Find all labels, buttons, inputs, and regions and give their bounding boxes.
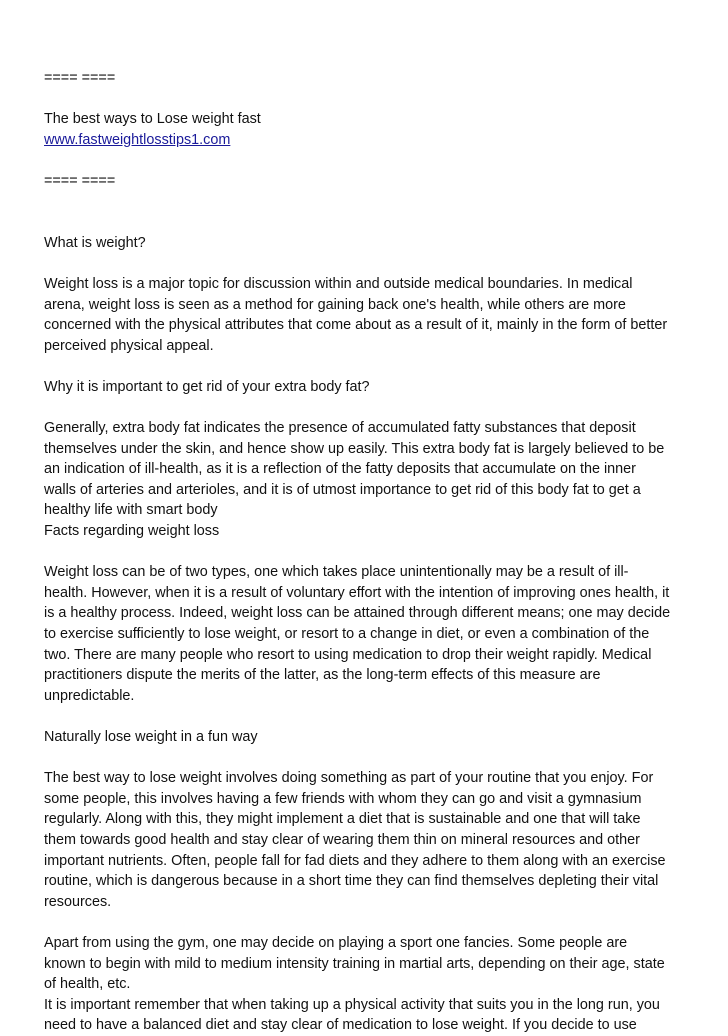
text-line: known to begin with mild to medium intensity training in martial arts, depending on their age, state bbox=[44, 955, 665, 972]
separator-bottom: ==== ==== bbox=[44, 172, 116, 189]
text-line: need to have a balanced diet and stay clear of medication to lose weight. If you decide to use bbox=[44, 1017, 637, 1034]
paragraph-5 bbox=[44, 933, 694, 995]
paragraph-2 bbox=[44, 418, 694, 521]
text-line: resources. bbox=[44, 893, 112, 910]
text-line: walls of arteries and arterioles, and it is of utmost importance to get rid of this body fat to get a bbox=[44, 481, 641, 498]
text-line: is a healthy process. Indeed, weight loss can be attained through different means; one may decide bbox=[44, 605, 671, 622]
text-line: health. However, when it is a result of voluntary effort with the intention of improving ones health, it bbox=[44, 584, 670, 601]
text-line: Weight loss can be of two types, one which takes place unintentionally may be a result of ill- bbox=[44, 564, 629, 581]
text-line: to exercise sufficiently to lose weight, or resort to a change in diet, or even a combination of the bbox=[44, 626, 650, 643]
heading-facts: Facts regarding weight loss bbox=[44, 523, 220, 540]
text-line: Apart from using the gym, one may decide on playing a sport one fancies. Some people are bbox=[44, 934, 628, 951]
paragraph-6 bbox=[44, 995, 694, 1036]
text-line: two. There are many people who resort to using medication to drop their weight rapidly. Medical bbox=[44, 646, 652, 663]
heading-naturally-lose-weight: Naturally lose weight in a fun way bbox=[44, 729, 258, 745]
paragraph-4 bbox=[44, 768, 694, 912]
paragraph-3 bbox=[44, 562, 694, 706]
text-line: healthy life with smart body bbox=[44, 502, 218, 519]
text-line: concerned with the physical attributes that come about as a result of it, mainly in the form of better bbox=[44, 317, 668, 334]
document-page bbox=[44, 68, 694, 1036]
paragraph-1 bbox=[44, 274, 694, 356]
text-line: arena, weight loss is seen as a method for gaining back one's health, while others are more bbox=[44, 296, 626, 313]
heading-why-important: Why it is important to get rid of your extra body fat? bbox=[44, 378, 370, 395]
text-line: of health, etc. bbox=[44, 976, 131, 993]
text-line: important nutrients. Often, people fall for fad diets and they adhere to them along with an exercise bbox=[44, 852, 666, 869]
text-line: perceived physical appeal. bbox=[44, 337, 214, 354]
text-line: them towards good health and stay clear of wearing them thin on mineral resources and other bbox=[44, 831, 640, 848]
text-line: The best way to lose weight involves doing something as part of your routine that you enjoy. For bbox=[44, 770, 654, 787]
text-line: an indication of ill-health, as it is a reflection of the fatty deposits that accumulate on the inner bbox=[44, 461, 636, 478]
text-line: some people, this involves having a few friends with whom they can go and visit a gymnasium bbox=[44, 790, 642, 807]
heading-what-is-weight: What is weight? bbox=[44, 234, 146, 251]
document-title: The best ways to Lose weight fast bbox=[44, 111, 261, 128]
text-line: regularly. Along with this, they might implement a diet that is sustainable and one that will take bbox=[44, 811, 641, 828]
website-link[interactable]: www.fastweightlosstips1.com bbox=[44, 131, 231, 148]
text-line: routine, which is dangerous because in a short time they can find themselves depleting their vital bbox=[44, 873, 659, 890]
text-line: practitioners dispute the merits of the latter, as the long-term effects of this measure are bbox=[44, 667, 601, 684]
text-line: It is important remember that when taking up a physical activity that suits you in the long run, you bbox=[44, 996, 660, 1013]
text-line: Weight loss is a major topic for discussion within and outside medical boundaries. In medical bbox=[44, 275, 633, 292]
text-line: themselves under the skin, and hence show up easily. This extra body fat is largely believed to be bbox=[44, 440, 665, 457]
separator-top: ==== ==== bbox=[44, 70, 116, 86]
text-line: Generally, extra body fat indicates the presence of accumulated fatty substances that deposit bbox=[44, 420, 636, 437]
text-line: unpredictable. bbox=[44, 687, 135, 704]
